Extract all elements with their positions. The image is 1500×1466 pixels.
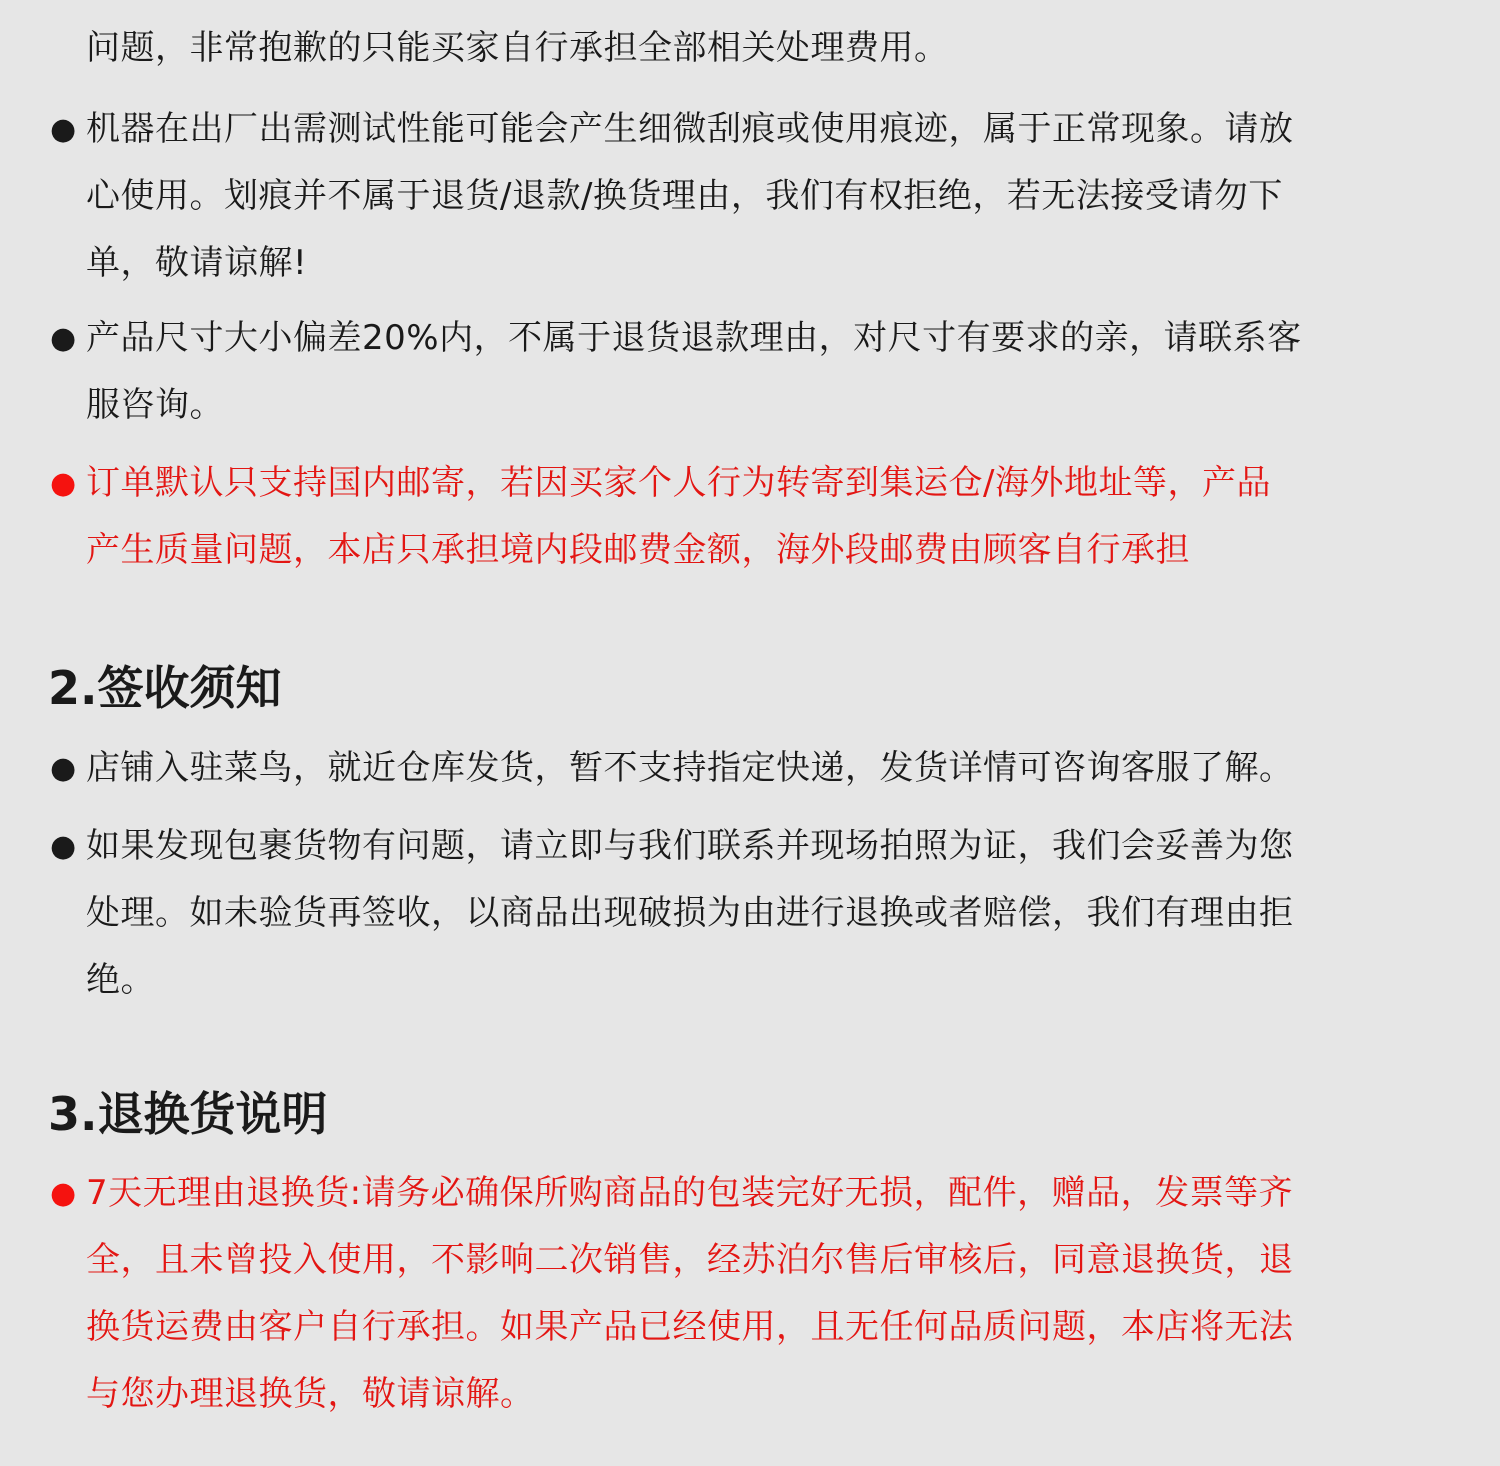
bullet-icon: ● [50, 466, 77, 501]
bullet-icon: ● [50, 112, 77, 147]
paragraph-continuation [50, 15, 1450, 82]
paragraph-line: 心使用。划痕并不属于退货/退款/换货理由，我们有权拒绝，若无法接受请勿下 [86, 176, 1283, 216]
list-item-shipping-warehouse [50, 735, 1450, 802]
paragraph-line: 订单默认只支持国内邮寄，若因买家个人行为转寄到集运仓/海外地址等，产品 [86, 463, 1271, 503]
paragraph-line: 处理。如未验货再签收，以商品出现破损为由进行退换或者赔偿，我们有理由拒 [86, 893, 1294, 933]
paragraph-line: 与您办理退换货，敬请谅解。 [86, 1374, 535, 1414]
paragraph-line: 7天无理由退换货:请务必确保所购商品的包装完好无损，配件，赠品，发票等齐 [86, 1173, 1294, 1213]
page-bottom-edge [0, 1440, 1500, 1466]
paragraph-line: 机器在出厂出需测试性能可能会产生细微刮痕或使用痕迹，属于正常现象。请放 [86, 109, 1294, 149]
list-item-seven-day-returns [50, 1160, 1450, 1428]
paragraph-line: 服咨询。 [86, 385, 224, 425]
paragraph-line: 换货运费由客户自行承担。如果产品已经使用，且无任何品质问题，本店将无法 [86, 1307, 1294, 1347]
paragraph-line: 全，且未曾投入使用，不影响二次销售，经苏泊尔售后审核后，同意退换货，退 [86, 1240, 1294, 1280]
bullet-icon: ● [50, 1176, 77, 1211]
list-item-domestic-shipping-notice [50, 450, 1450, 584]
paragraph-line: 问题，非常抱歉的只能买家自行承担全部相关处理费用。 [86, 28, 949, 68]
clipped-previous-line [50, 0, 1450, 4]
list-item-scratches [50, 96, 1450, 297]
paragraph-line: 绝。 [86, 960, 155, 1000]
paragraph-line: 如果发现包裹货物有问题，请立即与我们联系并现场拍照为证，我们会妥善为您 [86, 826, 1294, 866]
paragraph-line: 产品尺寸大小偏差20%内，不属于退货退款理由，对尺寸有要求的亲，请联系客 [86, 318, 1302, 358]
bullet-icon: ● [50, 829, 77, 864]
paragraph-line: 产生质量问题，本店只承担境内段邮费金额，海外段邮费由顾客自行承担 [86, 530, 1190, 570]
bullet-icon: ● [50, 321, 77, 356]
paragraph-line: 单，敬请谅解! [86, 243, 308, 283]
paragraph-line: 店铺入驻菜鸟，就近仓库发货，暂不支持指定快递，发货详情可咨询客服了解。 [86, 748, 1294, 788]
section-heading-returns: 3.退换货说明 [48, 1087, 328, 1141]
list-item-package-issue [50, 813, 1450, 1014]
section-heading-receipt: 2.签收须知 [48, 661, 282, 715]
list-item-size-deviation [50, 305, 1450, 439]
bullet-icon: ● [50, 751, 77, 786]
